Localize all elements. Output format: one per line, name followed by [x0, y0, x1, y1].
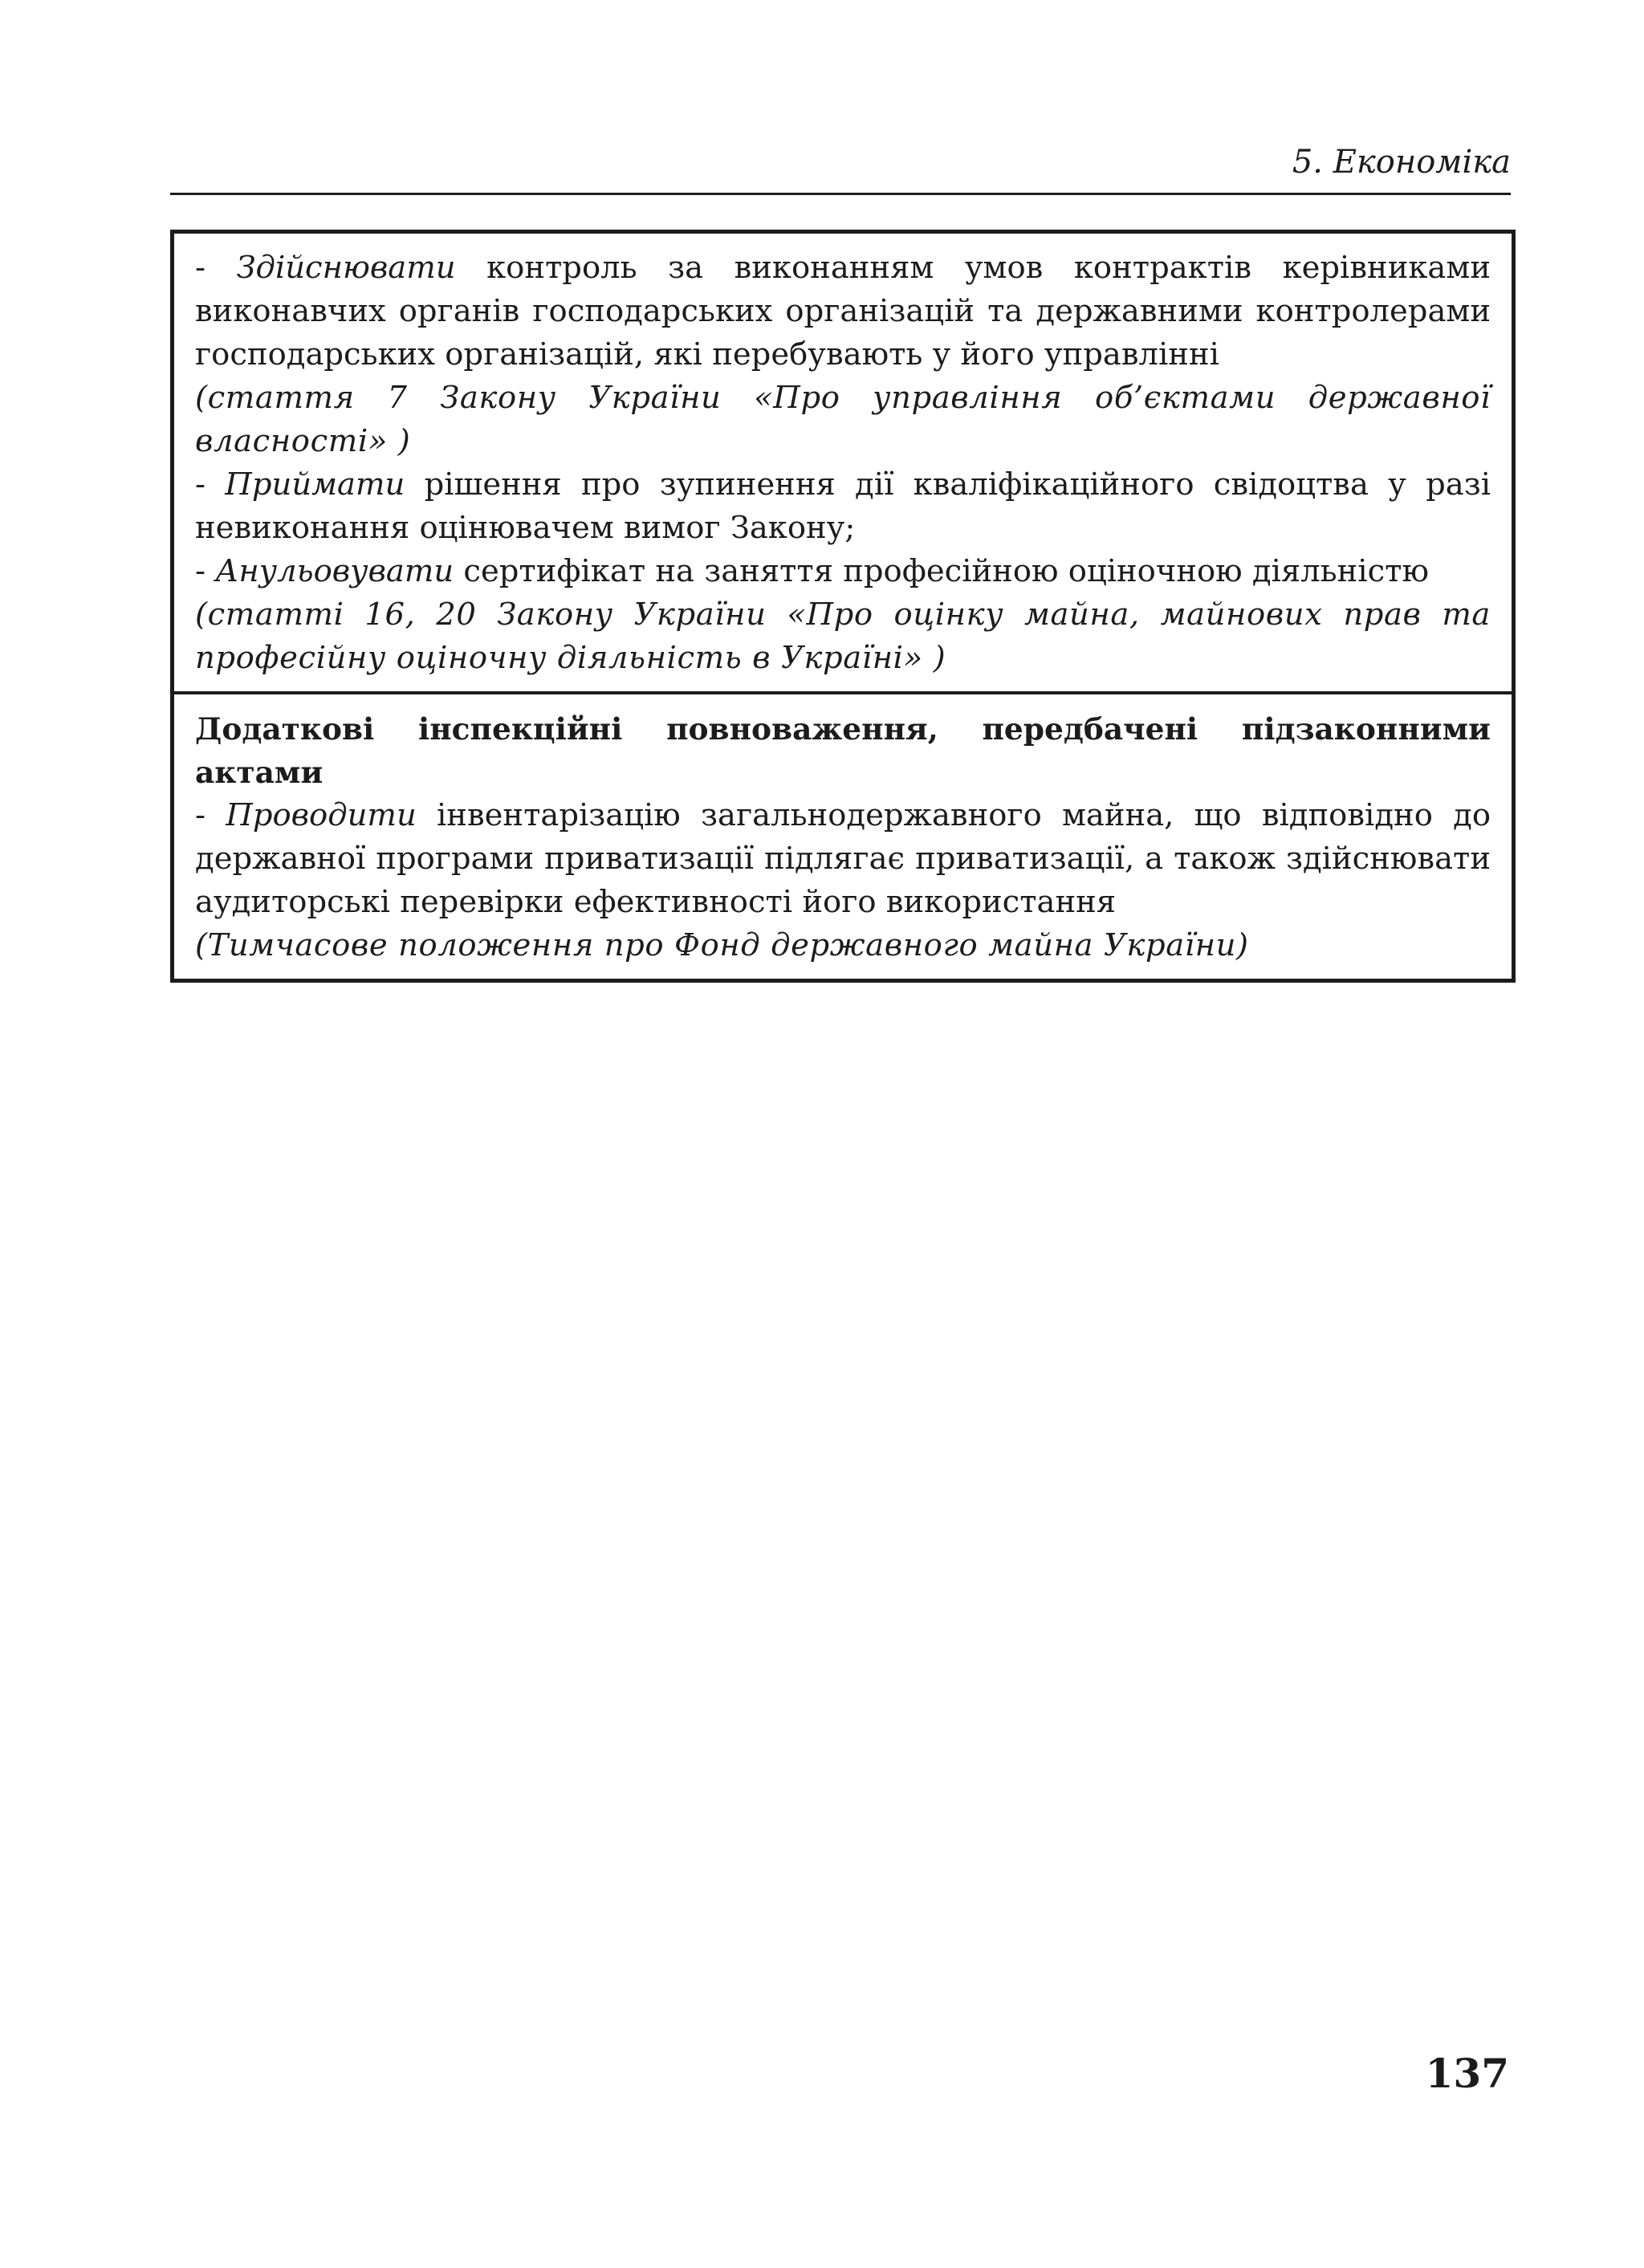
item-text: контроль за виконанням умов контрактів керівниками виконавчих органів господарських організацій та державними контролерами господарських організацій, які перебувають у його управлінні — [195, 250, 1491, 373]
item-dash: - — [195, 466, 226, 503]
item-text: сертифікат на заняття професійною оціночною діяльністю — [454, 553, 1429, 589]
item-text: інвентарізацію загальнодержавного майна, що відповідно до державної програми приватизації підлягає приватизації, а також здійснювати аудиторські перевірки ефективності його використання — [195, 797, 1491, 920]
item-dash: - — [195, 797, 226, 833]
section-heading: Додаткові інспекційні повноваження, передбачені підзаконними актами — [195, 711, 1491, 790]
legal-reference: (Тимчасове положення про Фонд державного майна України) — [195, 927, 1249, 963]
item-verb: Проводити — [226, 797, 417, 833]
table-row-additional-powers — [174, 691, 1512, 979]
item-text: рішення про зупинення дії кваліфікаційного свідоцтва у разі невиконання оцінювачем вимог Закону; — [195, 466, 1491, 546]
running-header-chapter: 5. Економіка — [1292, 144, 1511, 181]
header-rule — [170, 193, 1511, 195]
legal-reference: (стаття 7 Закону України «Про управління об’єктами державної власності» ) — [195, 380, 1491, 459]
powers-table — [170, 230, 1516, 983]
item-dash: - — [195, 553, 216, 589]
item-verb: Анульовувати — [215, 553, 454, 589]
list-item-control — [195, 246, 1491, 377]
item-verb: Здійснювати — [236, 250, 456, 286]
legal-reference: (статті 16, 20 Закону України «Про оцінку майна, майнових прав та професійну оціночну діяльність в Україні» ) — [195, 597, 1491, 676]
list-item-annul — [195, 550, 1491, 593]
list-item-inventory — [195, 794, 1491, 924]
table-row-basic-powers — [174, 234, 1512, 691]
item-dash: - — [195, 250, 237, 286]
list-item-decision — [195, 463, 1491, 550]
page-number: 137 — [1425, 2050, 1509, 2097]
item-verb: Приймати — [225, 466, 405, 503]
